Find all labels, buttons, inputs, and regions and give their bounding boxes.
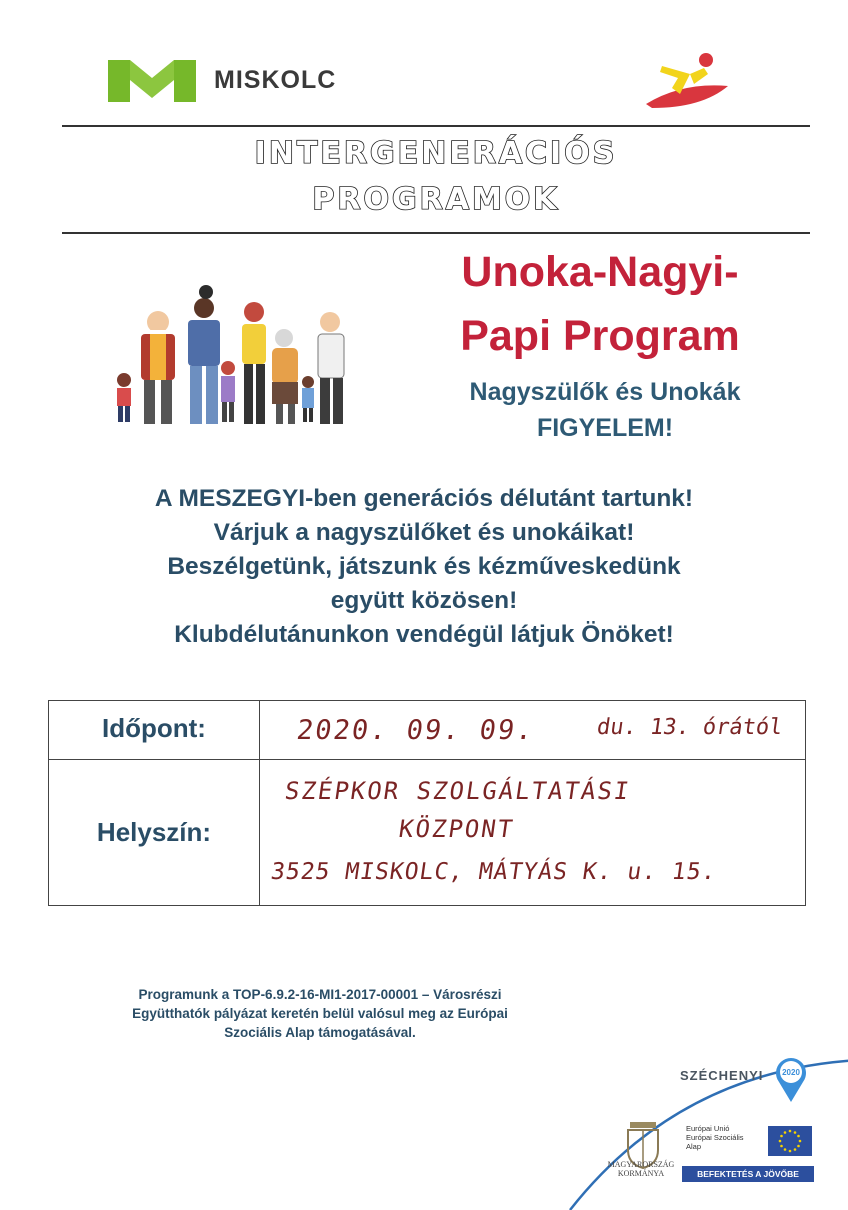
place-line1-value: SZÉPKOR SZOLGÁLTATÁSI [283, 777, 633, 805]
description-line: Várjuk a nagyszülőket és unokáikat! [213, 519, 635, 546]
funding-note-line: Együtthatók pályázat keretén belül valósul meg az Európai [132, 1006, 508, 1021]
eu-label-line2: Európai Szociális [686, 1133, 744, 1142]
event-title-line1: Unoka-Nagyi- [461, 248, 739, 296]
miskolc-logo-icon [108, 56, 196, 106]
place-line3-value: 3525 MISKOLC, MÁTYÁS K. u. 15. [269, 859, 719, 885]
event-title-line2: Papi Program [460, 312, 740, 360]
event-subtitle-line1: Nagyszülők és Unokák [469, 378, 741, 406]
time-hour-value: du. 13. órától [595, 715, 785, 740]
description-line: Klubdélutánunkon vendégül látjuk Önöket! [174, 621, 674, 648]
eu-label-line3: Alap [686, 1142, 702, 1151]
government-label-line1: MAGYARORSZÁG [607, 1160, 675, 1169]
skater-logo-icon [642, 46, 732, 112]
government-label-line2: KORMÁNYA [617, 1169, 665, 1178]
table-row-divider [49, 759, 805, 760]
eu-flag-icon [768, 1126, 812, 1156]
place-label: Helyszín: [96, 817, 212, 847]
time-label: Időpont: [102, 713, 206, 743]
header-bottom-rule [62, 232, 810, 234]
funding-note [70, 985, 570, 1042]
time-date-value: 2020. 09. 09. [294, 715, 537, 746]
funding-note-line: Szociális Alap támogatásával. [224, 1025, 416, 1040]
event-subtitle-line2: FIGYELEM! [536, 414, 674, 442]
funding-note-line: Programunk a TOP-6.9.2-16-MI1-2017-00001 – Városrészi [138, 987, 502, 1002]
miskolc-logo-text: MISKOLC [214, 66, 337, 94]
family-illustration-icon [108, 282, 358, 432]
program-title-line2: PROGRAMOK [312, 182, 560, 217]
header-top-rule [62, 125, 810, 127]
event-details-table [48, 700, 806, 906]
eu-label [686, 1124, 744, 1151]
program-title-line1: INTERGENERÁCIÓS [254, 136, 618, 171]
government-label [596, 1160, 686, 1178]
eu-banner: BEFEKTETÉS A JÖVŐBE [682, 1166, 814, 1182]
eu-label-line1: Európai Unió [686, 1124, 730, 1133]
place-line2-value: KÖZPONT [397, 815, 517, 843]
description-line: A MESZEGYI-ben generációs délutánt tartunk! [154, 485, 694, 512]
description-line: Beszélgetünk, játszunk és kézműveskedünk [167, 553, 681, 580]
description-line: együtt közösen! [330, 587, 518, 614]
szechenyi-year: 2020 [782, 1068, 800, 1077]
event-description [40, 482, 808, 652]
table-column-divider [259, 701, 260, 905]
szechenyi-label: SZÉCHENYI [680, 1068, 764, 1083]
szechenyi-2020-pin-icon [774, 1056, 808, 1102]
